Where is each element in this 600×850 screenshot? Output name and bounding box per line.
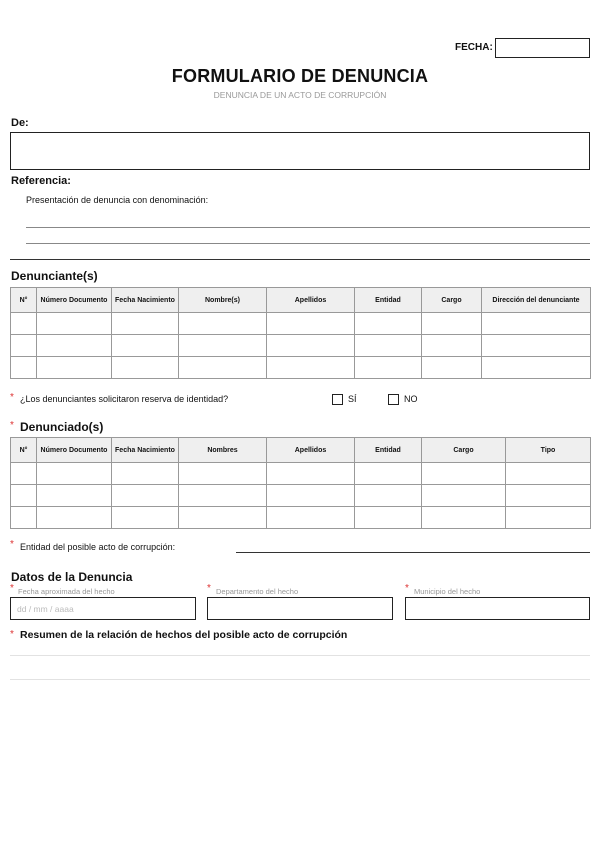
reserva-no-checkbox[interactable]	[388, 394, 399, 405]
denunciantes-table	[10, 287, 591, 379]
required-marker: *	[10, 392, 14, 403]
column-header: Apellidos	[267, 438, 355, 463]
table-cell[interactable]	[37, 463, 112, 485]
referencia-text: Presentación de denuncia con denominación:	[26, 195, 209, 205]
table-cell[interactable]	[11, 463, 37, 485]
table-cell[interactable]	[355, 485, 422, 507]
table-cell[interactable]	[355, 313, 422, 335]
table-cell[interactable]	[506, 485, 591, 507]
table-cell[interactable]	[267, 313, 355, 335]
table-cell[interactable]	[179, 357, 267, 379]
required-marker: *	[405, 583, 409, 594]
required-marker: *	[10, 583, 14, 594]
reserva-si-label: SÍ	[348, 394, 357, 404]
column-header: Dirección del denunciante	[482, 288, 591, 313]
de-input[interactable]	[10, 132, 590, 170]
table-cell[interactable]	[482, 357, 591, 379]
column-header: Cargo	[422, 288, 482, 313]
column-header: Número Documento	[37, 438, 112, 463]
table-cell[interactable]	[179, 463, 267, 485]
table-cell[interactable]	[422, 357, 482, 379]
column-header: Fecha Nacimiento	[112, 288, 179, 313]
table-cell[interactable]	[11, 357, 37, 379]
reserva-question: ¿Los denunciantes solicitaron reserva de identidad?	[20, 394, 229, 404]
required-marker: *	[207, 583, 211, 594]
table-cell[interactable]	[112, 507, 179, 529]
table-cell[interactable]	[112, 313, 179, 335]
column-header: Nombre(s)	[179, 288, 267, 313]
departamento-label: Departamento del hecho	[216, 587, 299, 596]
table-cell[interactable]	[422, 335, 482, 357]
table-cell[interactable]	[179, 485, 267, 507]
column-header: Entidad	[355, 288, 422, 313]
table-cell[interactable]	[267, 507, 355, 529]
column-header: Apellidos	[267, 288, 355, 313]
table-cell[interactable]	[112, 485, 179, 507]
table-cell[interactable]	[37, 485, 112, 507]
table-cell[interactable]	[422, 485, 506, 507]
required-marker: *	[10, 629, 14, 640]
table-cell[interactable]	[112, 335, 179, 357]
table-cell[interactable]	[37, 357, 112, 379]
table-cell[interactable]	[267, 335, 355, 357]
denunciantes-title: Denunciante(s)	[11, 269, 98, 283]
table-cell[interactable]	[506, 463, 591, 485]
table-cell[interactable]	[267, 463, 355, 485]
table-header-row	[11, 438, 591, 463]
municipio-input[interactable]	[405, 597, 590, 620]
reserva-no-label: NO	[404, 394, 418, 404]
table-cell[interactable]	[11, 507, 37, 529]
entidad-input-line[interactable]	[236, 552, 590, 553]
table-row	[11, 485, 591, 507]
reserva-si-checkbox[interactable]	[332, 394, 343, 405]
table-cell[interactable]	[179, 313, 267, 335]
table-row	[11, 507, 591, 529]
resumen-line-2[interactable]	[10, 679, 590, 680]
resumen-title: Resumen de la relación de hechos del posible acto de corrupción	[20, 629, 348, 641]
required-marker: *	[10, 420, 14, 431]
table-cell[interactable]	[422, 463, 506, 485]
fecha-hecho-placeholder: dd / mm / aaaa	[17, 604, 74, 614]
form-subtitle: DENUNCIA DE UN ACTO DE CORRUPCIÓN	[213, 90, 387, 100]
referencia-line-2[interactable]	[26, 243, 590, 244]
column-header: Cargo	[422, 438, 506, 463]
table-cell[interactable]	[37, 507, 112, 529]
column-header: Nombres	[179, 438, 267, 463]
table-cell[interactable]	[11, 485, 37, 507]
fecha-label: FECHA:	[455, 42, 493, 53]
required-marker: *	[10, 539, 14, 550]
table-cell[interactable]	[112, 357, 179, 379]
table-cell[interactable]	[355, 463, 422, 485]
table-row	[11, 463, 591, 485]
departamento-input[interactable]	[207, 597, 393, 620]
de-label: De:	[11, 117, 29, 129]
table-row	[11, 335, 591, 357]
fecha-hecho-label: Fecha aproximada del hecho	[18, 587, 115, 596]
referencia-label: Referencia:	[11, 175, 71, 187]
table-cell[interactable]	[11, 335, 37, 357]
denunciados-table	[10, 437, 591, 529]
municipio-label: Municipio del hecho	[414, 587, 481, 596]
datos-title: Datos de la Denuncia	[11, 570, 133, 584]
table-cell[interactable]	[267, 485, 355, 507]
referencia-line-1[interactable]	[26, 227, 590, 228]
table-cell[interactable]	[482, 335, 591, 357]
column-header: N°	[11, 288, 37, 313]
form-title: FORMULARIO DE DENUNCIA	[171, 66, 429, 86]
table-row	[11, 357, 591, 379]
fecha-input[interactable]	[495, 38, 590, 58]
table-cell[interactable]	[267, 357, 355, 379]
table-cell[interactable]	[37, 313, 112, 335]
entidad-label: Entidad del posible acto de corrupción:	[20, 542, 176, 552]
column-header: Número Documento	[37, 288, 112, 313]
table-cell[interactable]	[37, 335, 112, 357]
table-cell[interactable]	[506, 507, 591, 529]
resumen-line-1[interactable]	[10, 655, 590, 656]
column-header: Entidad	[355, 438, 422, 463]
column-header: Fecha Nacimiento	[112, 438, 179, 463]
table-cell[interactable]	[355, 507, 422, 529]
table-cell[interactable]	[11, 313, 37, 335]
table-cell[interactable]	[179, 507, 267, 529]
table-cell[interactable]	[179, 335, 267, 357]
table-cell[interactable]	[355, 335, 422, 357]
table-cell[interactable]	[355, 357, 422, 379]
table-row	[11, 313, 591, 335]
table-cell[interactable]	[422, 313, 482, 335]
table-header-row	[11, 288, 591, 313]
column-header: Tipo	[506, 438, 591, 463]
table-cell[interactable]	[482, 313, 591, 335]
table-cell[interactable]	[112, 463, 179, 485]
section-divider	[10, 259, 590, 260]
table-cell[interactable]	[422, 507, 506, 529]
denunciados-title: Denunciado(s)	[20, 420, 104, 434]
column-header: N°	[11, 438, 37, 463]
